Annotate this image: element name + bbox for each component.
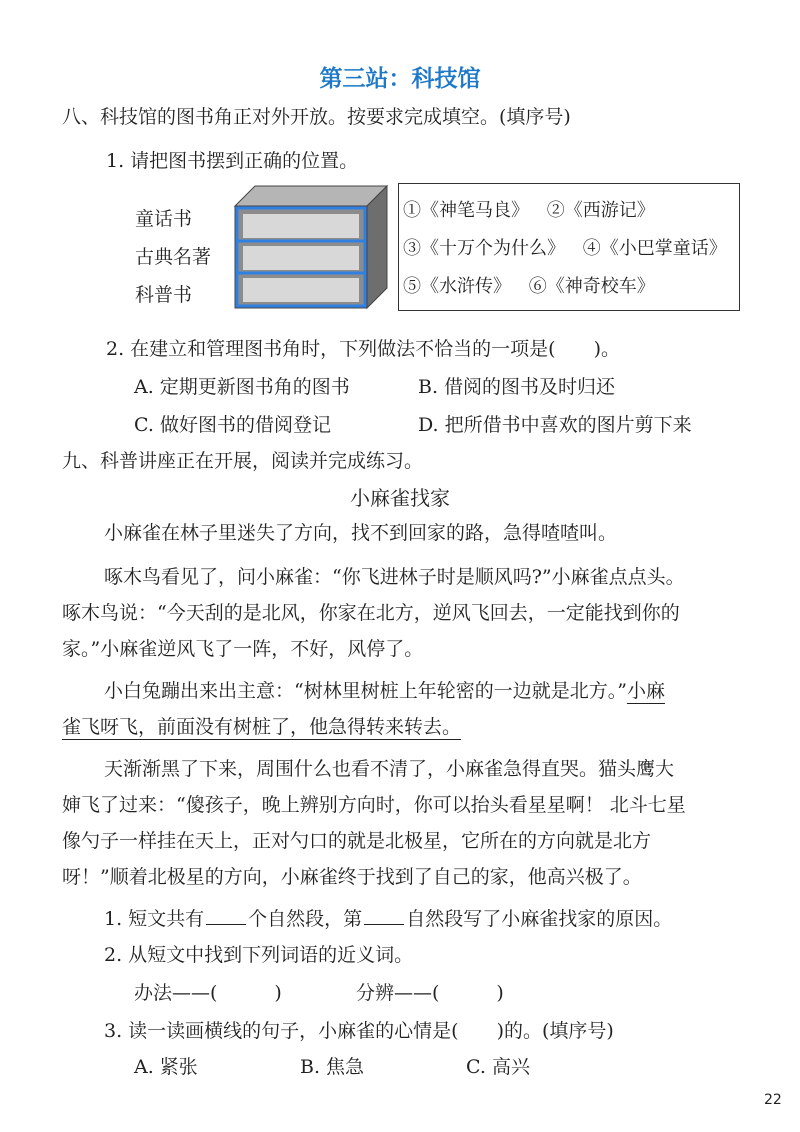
section8-q2: 2. 在建立和管理图书角时，下列做法不恰当的一项是( )。 [106,338,620,360]
q2-option-d: D. 把所借书中喜欢的图片剪下来 [418,414,692,436]
section9-q3: 3. 读一读画横线的句子，小麻雀的心情是( )的。(填序号) [104,1020,614,1042]
book-item: ③《十万个为什么》 [403,238,565,259]
q3-option-a: A. 紧张 [134,1056,198,1078]
book-row [403,192,739,230]
section8-q1: 1. 请把图书摆到正确的位置。 [106,150,359,172]
q3-option-b: B. 焦急 [300,1056,365,1078]
label-classics: 古典名著 [135,246,212,268]
answer-blank-count[interactable] [206,906,246,925]
paragraph-3-text: 小白兔蹦出来出主意：“树林里树桩上年轮密的一边就是北方。” [104,680,627,702]
section9-q1 [104,904,672,931]
page-number: 22 [764,1092,782,1108]
book-list-box [398,183,740,311]
underlined-sentence-end: 雀飞呀飞，前面没有树桩了，他急得转来转去。 [62,716,462,738]
shelf-labels [135,200,211,314]
label-fairytale: 童话书 [135,208,193,230]
section9-heading: 九、科普讲座正在开展，阅读并完成练习。 [62,450,424,472]
answer-blank-paragraph[interactable] [364,906,404,925]
book-row [403,268,739,306]
q2-option-b: B. 借阅的图书及时归还 [418,376,616,398]
book-item: ①《神笔马良》 [403,200,529,221]
story-paragraph-4-line2: 婶飞了过来：“傻孩子，晚上辨别方向时，你可以抬头看星星啊！ 北斗七星 [62,794,686,816]
synonym-word-2: 分辨——( ) [356,982,504,1004]
underlined-sentence-start: 小麻 [626,680,665,702]
page-title: 第三站：科技馆 [319,66,481,92]
bookshelf-illustration [225,184,395,312]
book-item: ②《西游记》 [546,200,655,221]
story-paragraph-3-line1 [104,676,665,703]
section9-q2: 2. 从短文中找到下列词语的近义词。 [104,944,414,966]
story-paragraph-4-line4: 呀！”顺着北极星的方向，小麻雀终于找到了自己的家，他高兴极了。 [62,866,642,888]
q2-option-a: A. 定期更新图书角的图书 [134,376,350,398]
section8-heading: 八、科技馆的图书角正对外开放。按要求完成填空。(填序号) [62,106,571,128]
q1-text-part: 个自然段，第 [248,908,363,930]
q3-option-c: C. 高兴 [466,1056,530,1078]
q1-text-part: 自然段写了小麻雀找家的原因。 [406,908,673,930]
story-paragraph-2-line3: 家。”小麻雀逆风飞了一阵，不好，风停了。 [62,638,424,660]
book-item: ④《小巴掌童话》 [582,238,727,259]
story-paragraph-2-line1: 啄木鸟看见了，问小麻雀：“你飞进林子时是顺风吗?”小麻雀点点头。 [104,566,685,588]
story-paragraph-4-line3: 像勺子一样挂在天上，正对勺口的就是北极星，它所在的方向就是北方 [62,830,652,852]
story-paragraph-1: 小麻雀在林子里迷失了方向，找不到回家的路，急得喳喳叫。 [104,522,618,544]
book-item: ⑤《水浒传》 [403,276,511,297]
label-science: 科普书 [135,284,193,306]
book-row [403,230,739,268]
synonym-word-1: 办法——( ) [134,982,282,1004]
story-title: 小麻雀找家 [350,486,450,510]
story-paragraph-2-line2: 啄木鸟说：“今天刮的是北风，你家在北方，逆风飞回去，一定能找到你的 [62,602,680,624]
q1-text-part: 1. 短文共有 [104,908,205,930]
q2-option-c: C. 做好图书的借阅登记 [134,414,331,436]
book-item: ⑥《神奇校车》 [528,276,655,297]
story-paragraph-4-line1: 天渐渐黑了下来，周围什么也看不清了，小麻雀急得直哭。猫头鹰大 [104,758,675,780]
